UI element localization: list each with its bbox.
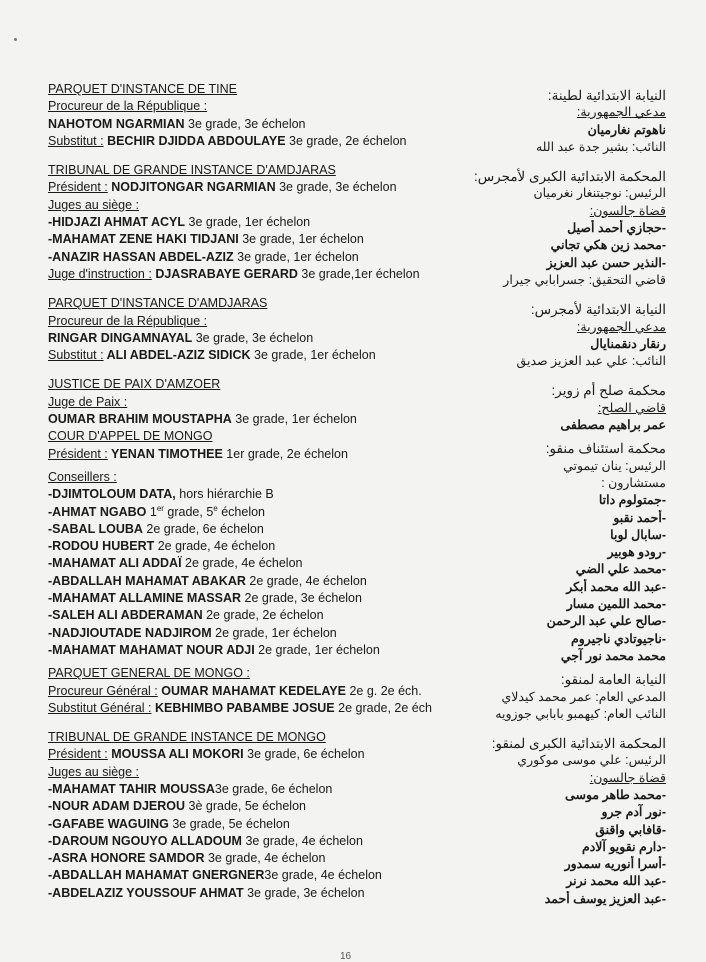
grade-text: 1er grade, 2e échelon bbox=[222, 446, 348, 461]
fr-line bbox=[48, 81, 478, 98]
arabic-name: -محمد علي الضي bbox=[575, 562, 666, 577]
fr-line bbox=[48, 214, 478, 231]
arabic-name: -صالح علي عبد الرحمن bbox=[546, 614, 666, 629]
spacer bbox=[48, 283, 478, 295]
fr-line bbox=[48, 885, 478, 902]
arabic-name: -أسرا أنوريه سمدور bbox=[564, 857, 666, 872]
ar-line bbox=[436, 596, 666, 613]
fr-line bbox=[48, 133, 478, 150]
ar-line bbox=[436, 787, 666, 804]
arabic-text: قاضي التحقيق: جسرابابي جيرار bbox=[503, 272, 666, 287]
fr-line bbox=[48, 394, 478, 411]
section-heading: PARQUET GENERAL DE MONGO : bbox=[48, 666, 250, 681]
arabic-section-heading: محكمة استئناف منقو: bbox=[545, 441, 666, 457]
ar-line bbox=[436, 873, 666, 890]
fr-line bbox=[48, 197, 478, 214]
arabic-name: -جمتولوم داتا bbox=[598, 493, 666, 508]
ar-line bbox=[436, 770, 666, 787]
fr-line bbox=[48, 850, 478, 867]
grade-text: 3e grade, 3e échelon bbox=[243, 885, 365, 900]
ar-line bbox=[436, 735, 666, 752]
magistrate-name: OUMAR BRAHIM MOUSTAPHA bbox=[48, 412, 232, 427]
role-label: Président : bbox=[48, 747, 108, 762]
magistrate-name: DJASRABAYE GERARD bbox=[151, 266, 298, 281]
ar-line bbox=[436, 237, 666, 254]
arabic-name: -ناجيوتادي ناجيروم bbox=[571, 631, 666, 646]
ar-line bbox=[436, 353, 666, 370]
arabic-column bbox=[436, 87, 666, 908]
ar-line bbox=[436, 510, 666, 527]
arabic-name: ناهوتم نغارميان bbox=[587, 122, 666, 137]
superscript: e bbox=[213, 503, 218, 513]
magistrate-name: KEBHIMBO PABAMBE JOSUE bbox=[151, 700, 335, 715]
arabic-name: -دارم نقويو آلادم bbox=[581, 839, 666, 854]
fr-line bbox=[48, 590, 478, 607]
role-label: Procureur de la République : bbox=[48, 99, 208, 114]
magistrate-name: -NADJIOUTADE NADJIROM bbox=[48, 625, 212, 640]
fr-line bbox=[48, 330, 478, 347]
fr-line bbox=[48, 816, 478, 833]
ar-line bbox=[436, 839, 666, 856]
arabic-name: -محمد اللمين مسار bbox=[566, 597, 666, 612]
arabic-section-heading: النيابة العامة لمنقو: bbox=[560, 672, 666, 688]
grade-text: 3e grade, 3e échelon bbox=[192, 330, 314, 345]
grade-text: 1 bbox=[146, 504, 157, 519]
fr-line bbox=[48, 313, 478, 330]
fr-line bbox=[48, 538, 478, 555]
magistrate-name: MOUSSA ALI MOKORI bbox=[107, 747, 244, 762]
magistrate-name: -ASRA HONORE SAMDOR bbox=[48, 851, 205, 866]
ar-line bbox=[436, 804, 666, 821]
fr-line bbox=[48, 446, 478, 463]
section-heading: PARQUET D'INSTANCE D'AMDJARAS bbox=[48, 296, 268, 311]
magistrate-name: YENAN TIMOTHEE bbox=[107, 446, 223, 461]
spacer bbox=[436, 370, 666, 382]
fr-line bbox=[48, 683, 478, 700]
ar-line bbox=[436, 671, 666, 688]
fr-line bbox=[48, 428, 478, 445]
arabic-name: -عبد الله محمد أبكر bbox=[566, 579, 666, 594]
grade-text: 3e grade, 4e échelon bbox=[204, 851, 326, 866]
french-column bbox=[48, 81, 478, 902]
magistrate-name: -SALEH ALI ABDERAMAN bbox=[48, 608, 203, 623]
fr-line bbox=[48, 486, 478, 503]
ar-line bbox=[436, 185, 666, 202]
fr-line bbox=[48, 555, 478, 572]
role-label: Juge de Paix : bbox=[48, 394, 128, 409]
magistrate-name: -AHMAT NGABO bbox=[48, 504, 147, 519]
arabic-name: -سابال لوبا bbox=[610, 527, 666, 542]
arabic-section-heading: النيابة الابتدائية لطينة: bbox=[547, 88, 666, 103]
magistrate-name: -DJIMTOLOUM DATA, bbox=[48, 487, 176, 502]
ar-line bbox=[436, 400, 666, 417]
fr-line bbox=[48, 798, 478, 815]
magistrate-name: -MAHAMAT ZENE HAKI TIDJANI bbox=[48, 232, 239, 247]
arabic-name: رنقار دنقمنايال bbox=[590, 336, 666, 351]
grade-text: 3e grade, 3e échelon bbox=[184, 116, 306, 131]
spacer bbox=[436, 289, 666, 301]
fr-line bbox=[48, 376, 478, 393]
section-heading: COUR D'APPEL DE MONGO bbox=[48, 429, 213, 444]
section-heading: TRIBUNAL DE GRANDE INSTANCE D'AMDJARAS bbox=[48, 163, 336, 178]
role-label: Président : bbox=[48, 180, 108, 195]
ar-line bbox=[436, 220, 666, 237]
fr-line bbox=[48, 249, 478, 266]
role-label: Procureur de la République : bbox=[48, 313, 208, 328]
grade-text: 2e grade, 4e échelon bbox=[181, 556, 303, 571]
ar-line bbox=[436, 272, 666, 289]
fr-line bbox=[48, 98, 478, 115]
magistrate-name: NODJITONGAR NGARMIAN bbox=[107, 180, 276, 195]
grade-text: 3e grade, 1er échelon bbox=[231, 412, 357, 427]
page-number: 16 bbox=[340, 951, 352, 962]
magistrate-name: -MAHAMAT ALI ADDAÏ bbox=[48, 556, 182, 571]
arabic-text: الرئيس: علي موسى موكوري bbox=[517, 753, 666, 768]
arabic-name: -أحمد نقبو bbox=[613, 510, 666, 525]
superscript: er bbox=[156, 503, 164, 513]
fr-line bbox=[48, 521, 478, 538]
ar-line bbox=[436, 104, 666, 121]
magistrate-name: ALI ABDEL-AZIZ SIDICK bbox=[103, 348, 251, 363]
ar-line bbox=[436, 319, 666, 336]
grade-text: 3e grade, 1er échelon bbox=[233, 249, 359, 264]
arabic-name: -النذير حسن عبد العزيز bbox=[546, 255, 666, 270]
magistrate-name: -ABDELAZIZ YOUSSOUF AHMAT bbox=[48, 885, 244, 900]
ar-line bbox=[436, 440, 666, 457]
arabic-name: -رودو هوبير bbox=[607, 545, 666, 560]
arabic-section-heading: المحكمة الابتدائية الكبرى لأمجرس: bbox=[473, 169, 666, 185]
magistrate-name: -MAHAMAT TAHIR MOUSSA bbox=[48, 781, 215, 796]
magistrate-name: -ABDALLAH MAHAMAT ABAKAR bbox=[48, 573, 246, 588]
grade-text: 3e grade, 6e échelon bbox=[214, 781, 333, 796]
arabic-text: مدعي الجمهورية: bbox=[576, 105, 666, 120]
grade-text: 2e grade, 4e échelon bbox=[245, 573, 367, 588]
grade-text: 3e grade, 4e échelon bbox=[264, 868, 382, 883]
fr-line bbox=[48, 116, 478, 133]
magistrate-name: -ANAZIR HASSAN ABDEL-AZIZ bbox=[48, 249, 234, 264]
section-heading: JUSTICE DE PAIX D'AMZOER bbox=[48, 377, 221, 392]
fr-line bbox=[48, 266, 478, 283]
spacer bbox=[436, 156, 666, 168]
scan-speck bbox=[14, 38, 17, 41]
grade-text: 3e grade, 4e échelon bbox=[241, 833, 363, 848]
grade-text: 3e grade, 1er échelon bbox=[185, 215, 311, 230]
grade-text: 3e grade, 6e échelon bbox=[243, 747, 365, 762]
arabic-name: عمر براهيم مصطفى bbox=[560, 418, 666, 433]
ar-line bbox=[436, 168, 666, 185]
role-label: Juge d'instruction : bbox=[48, 266, 152, 281]
ar-line bbox=[436, 527, 666, 544]
fr-line bbox=[48, 781, 478, 798]
grade-text: 2e g. 2e éch. bbox=[345, 683, 422, 698]
magistrate-name: -MAHAMAT MAHAMAT NOUR ADJI bbox=[48, 642, 255, 657]
fr-line bbox=[48, 665, 478, 682]
grade-text: 3e grade, 5e échelon bbox=[168, 816, 290, 831]
role-label: Substitut : bbox=[48, 133, 104, 148]
fr-line bbox=[48, 867, 478, 884]
role-label: Substitut Général : bbox=[48, 700, 152, 715]
arabic-text: مستشارون : bbox=[601, 475, 666, 490]
ar-line bbox=[436, 822, 666, 839]
magistrate-name: -GAFABE WAGUING bbox=[48, 816, 169, 831]
arabic-name: -قافابي واقنق bbox=[595, 822, 666, 837]
ar-line bbox=[436, 631, 666, 648]
arabic-name: -عبد الله محمد نرنر bbox=[566, 874, 666, 889]
fr-line bbox=[48, 625, 478, 642]
ar-line bbox=[436, 122, 666, 139]
ar-line bbox=[436, 382, 666, 399]
grade-text: échelon bbox=[217, 504, 265, 519]
arabic-text: النائب: علي عبد العزيز صديق bbox=[516, 354, 666, 369]
arabic-text: النائب: بشير جدة عبد الله bbox=[535, 139, 666, 154]
arabic-section-heading: المحكمة الابتدائية الكبرى لمنقو: bbox=[491, 736, 666, 752]
magistrate-name: -HIDJAZI AHMAT ACYL bbox=[48, 215, 186, 230]
magistrate-name: BECHIR DJIDDA ABDOULAYE bbox=[103, 133, 286, 148]
role-label: Conseillers : bbox=[48, 469, 117, 484]
role-label: Juges au siège : bbox=[48, 197, 140, 212]
ar-line bbox=[436, 752, 666, 769]
ar-line bbox=[436, 87, 666, 104]
arabic-name: -عبد العزيز يوسف أحمد bbox=[544, 891, 666, 906]
magistrate-name: NAHOTOM NGARMIAN bbox=[48, 116, 185, 131]
arabic-name: -محمد طاهر موسى bbox=[565, 787, 666, 802]
fr-line bbox=[48, 833, 478, 850]
grade-text: 2e grade, 3e échelon bbox=[241, 591, 362, 606]
arabic-name: -محمد زين هكي تجاني bbox=[550, 238, 666, 253]
magistrate-name: -MAHAMAT ALLAMINE MASSAR bbox=[48, 591, 242, 606]
arabic-name: محمد محمد نور آجي bbox=[560, 648, 666, 663]
ar-line bbox=[436, 689, 666, 706]
fr-line bbox=[48, 231, 478, 248]
ar-line bbox=[436, 891, 666, 908]
fr-line bbox=[48, 746, 478, 763]
ar-line bbox=[436, 613, 666, 630]
fr-line bbox=[48, 179, 478, 196]
fr-line bbox=[48, 411, 478, 428]
ar-line bbox=[436, 458, 666, 475]
ar-line bbox=[436, 255, 666, 272]
arabic-name: -حجازي أحمد أصيل bbox=[567, 221, 666, 236]
spacer bbox=[48, 364, 478, 376]
grade-text: 2e grade, 4e échelon bbox=[154, 539, 276, 554]
arabic-text: الرئيس: ينان تيموتي bbox=[563, 458, 666, 473]
fr-line bbox=[48, 642, 478, 659]
arabic-text: مدعي الجمهورية: bbox=[576, 319, 666, 334]
magistrate-name: RINGAR DINGAMNAYAL bbox=[48, 330, 193, 345]
arabic-name: -نور آدم جرو bbox=[601, 805, 666, 820]
fr-line bbox=[48, 607, 478, 624]
magistrate-name: -SABAL LOUBA bbox=[48, 521, 143, 536]
grade-text: 2e grade, 6e échelon bbox=[142, 521, 264, 536]
ar-line bbox=[436, 544, 666, 561]
grade-text: 2e grade, 2e éch bbox=[334, 700, 432, 715]
ar-line bbox=[436, 579, 666, 596]
role-label: Président : bbox=[48, 446, 108, 461]
arabic-section-heading: محكمة صلح أم زوير: bbox=[551, 383, 666, 399]
role-label: Procureur Général : bbox=[48, 683, 158, 698]
fr-line bbox=[48, 347, 478, 364]
section-heading: TRIBUNAL DE GRANDE INSTANCE DE MONGO bbox=[48, 730, 326, 745]
ar-line bbox=[436, 417, 666, 434]
spacer bbox=[48, 717, 478, 729]
magistrate-name: -ABDALLAH MAHAMAT GNERGNER bbox=[48, 868, 265, 883]
grade-text: 3e grade, 3e échelon bbox=[275, 180, 397, 195]
arabic-text: قضاة جالسون: bbox=[589, 770, 666, 785]
fr-line bbox=[48, 295, 478, 312]
grade-text: 3e grade,1er échelon bbox=[297, 266, 420, 281]
arabic-text: قضاة جالسون: bbox=[589, 203, 666, 218]
grade-text: 2e grade, 2e échelon bbox=[202, 608, 324, 623]
arabic-text: قاضي الصلح: bbox=[597, 400, 666, 415]
arabic-text: الرئيس: نوجيتنغار نغرميان bbox=[533, 186, 666, 201]
grade-text: 3e grade, 1er échelon bbox=[250, 348, 376, 363]
arabic-text: النائب العام: كيهمبو بابابي جوزويه bbox=[495, 706, 666, 721]
role-label: Juges au siège : bbox=[48, 764, 140, 779]
ar-line bbox=[436, 336, 666, 353]
section-heading: PARQUET D'INSTANCE DE TINE bbox=[48, 82, 237, 96]
grade-text: 3e grade, 2e échelon bbox=[285, 133, 407, 148]
spacer bbox=[48, 150, 478, 162]
ar-line bbox=[436, 561, 666, 578]
fr-line bbox=[48, 764, 478, 781]
grade-text: 3e grade, 1er échelon bbox=[238, 232, 364, 247]
arabic-section-heading: النيابة الابتدائية لأمجرس: bbox=[530, 302, 666, 318]
ar-line bbox=[436, 475, 666, 492]
ar-line bbox=[436, 706, 666, 723]
fr-line bbox=[48, 729, 478, 746]
ar-line bbox=[436, 856, 666, 873]
ar-line bbox=[436, 301, 666, 318]
magistrate-name: -NOUR ADAM DJEROU bbox=[48, 799, 186, 814]
role-label: Substitut : bbox=[48, 348, 104, 363]
fr-line bbox=[48, 469, 478, 486]
ar-line bbox=[436, 203, 666, 220]
fr-line bbox=[48, 162, 478, 179]
arabic-text: المدعي العام: عمر محمد كيدلاي bbox=[501, 689, 666, 704]
fr-line bbox=[48, 700, 478, 717]
magistrate-name: -DAROUM NGOUYO ALLADOUM bbox=[48, 833, 242, 848]
ar-line bbox=[436, 139, 666, 156]
grade-text: hors hiérarchie B bbox=[175, 487, 274, 502]
fr-line bbox=[48, 573, 478, 590]
ar-line bbox=[436, 492, 666, 509]
grade-text: 2e grade, 1er échelon bbox=[211, 625, 337, 640]
magistrate-name: OUMAR MAHAMAT KEDELAYE bbox=[157, 683, 346, 698]
ar-line bbox=[436, 648, 666, 665]
spacer bbox=[436, 723, 666, 735]
grade-text: 3è grade, 5e échelon bbox=[185, 799, 306, 814]
grade-text: grade, 5 bbox=[163, 504, 214, 519]
grade-text: 2e grade, 1er échelon bbox=[254, 642, 380, 657]
magistrate-name: -RODOU HUBERT bbox=[48, 539, 155, 554]
fr-line bbox=[48, 504, 478, 521]
